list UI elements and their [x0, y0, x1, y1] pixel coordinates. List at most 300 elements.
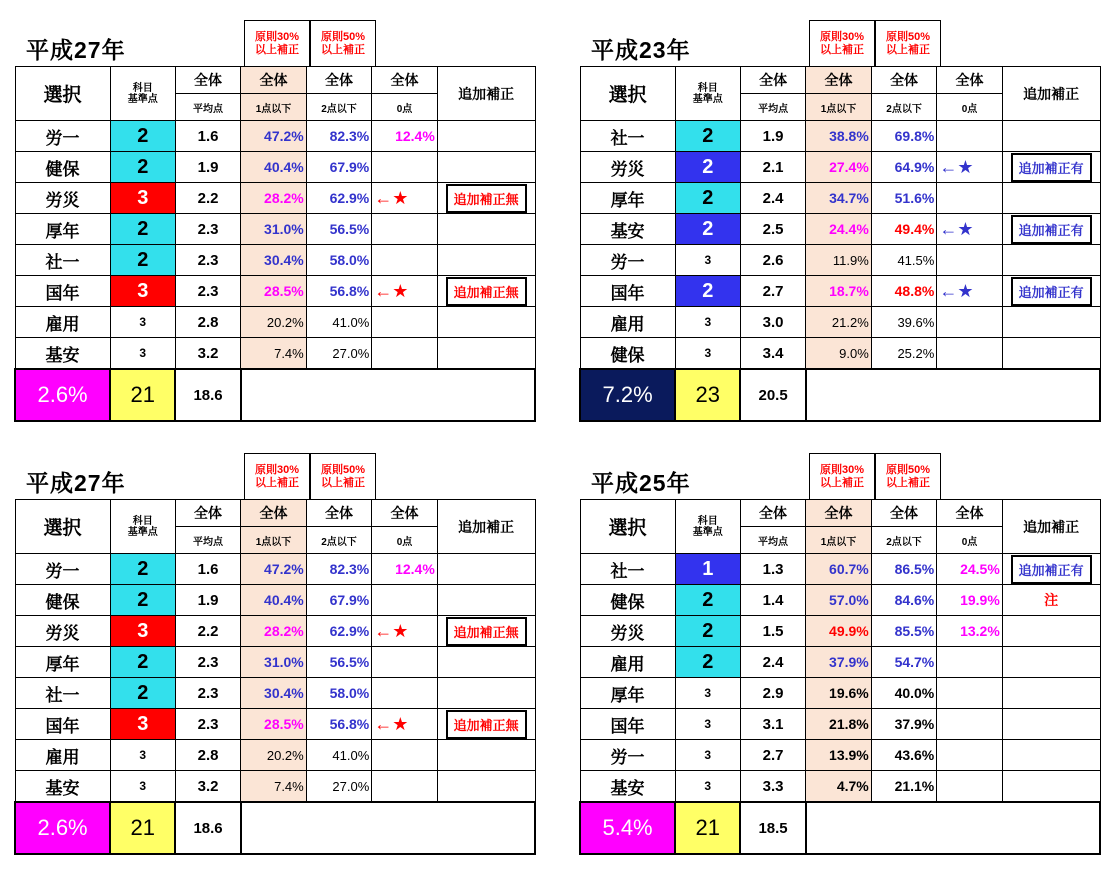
additional-correction-badge: 追加補正有 — [1002, 554, 1100, 585]
additional-correction-badge: 追加補正無 — [437, 616, 535, 647]
additional-correction-empty — [1002, 647, 1100, 678]
additional-correction-empty — [437, 214, 535, 245]
subject-base-score: 2 — [675, 276, 740, 307]
header-zentai: 全体 — [806, 500, 872, 527]
subject-name: 健保 — [580, 338, 675, 370]
panel-h23-top-right — [565, 20, 1101, 440]
header-note-30pct: 原則30% 以上補正 — [244, 453, 310, 499]
pass-rate: 5.4% — [580, 802, 675, 854]
score-table — [579, 66, 1101, 422]
summary-empty — [241, 802, 535, 854]
average-score: 1.9 — [740, 121, 805, 152]
subject-name: 国年 — [580, 709, 675, 740]
pct-1pt-or-less: 49.9% — [806, 616, 872, 647]
header-additional-correction: 追加補正 — [437, 67, 535, 121]
table-row — [580, 740, 1100, 771]
additional-correction-empty — [437, 771, 535, 803]
arrow-star-marker: ←★ — [372, 183, 438, 214]
average-score: 2.7 — [740, 276, 805, 307]
header-zentai: 全体 — [740, 67, 805, 94]
average-score: 1.4 — [740, 585, 805, 616]
average-score: 2.1 — [740, 152, 805, 183]
overall-base-score: 23 — [675, 369, 740, 421]
subject-name: 労一 — [580, 740, 675, 771]
pct-2pt-or-less: 41.0% — [306, 740, 372, 771]
overall-average: 18.6 — [175, 802, 240, 854]
pct-2pt-or-less: 86.5% — [871, 554, 937, 585]
pct-2pt-or-less: 43.6% — [871, 740, 937, 771]
subject-name: 労災 — [580, 152, 675, 183]
score-table — [579, 499, 1101, 855]
pct-2pt-or-less: 67.9% — [306, 585, 372, 616]
average-score: 3.3 — [740, 771, 805, 803]
additional-correction-empty — [437, 647, 535, 678]
panel-h27-bottom-left — [0, 453, 536, 873]
table-row — [580, 771, 1100, 803]
subject-base-score: 3 — [110, 771, 175, 803]
table-row — [15, 214, 535, 245]
subject-name: 雇用 — [15, 307, 110, 338]
table-row — [580, 585, 1100, 616]
header-zentai: 全体 — [871, 67, 937, 94]
average-score: 2.8 — [175, 740, 240, 771]
header-2pt-or-less: 2点以下 — [871, 94, 937, 121]
pct-2pt-or-less: 56.8% — [306, 709, 372, 740]
overall-base-score: 21 — [110, 802, 175, 854]
subject-name: 基安 — [580, 771, 675, 803]
pct-2pt-or-less: 48.8% — [871, 276, 937, 307]
pct-2pt-or-less: 62.9% — [306, 616, 372, 647]
pct-2pt-or-less: 67.9% — [306, 152, 372, 183]
table-row — [15, 152, 535, 183]
header-note-30pct: 原則30% 以上補正 — [809, 453, 875, 499]
subject-name: 基安 — [15, 771, 110, 803]
pass-rate: 2.6% — [15, 369, 110, 421]
additional-correction-empty — [1002, 338, 1100, 370]
pct-1pt-or-less: 28.5% — [241, 709, 307, 740]
subject-base-score: 2 — [675, 214, 740, 245]
pct-1pt-or-less: 40.4% — [241, 152, 307, 183]
pct-2pt-or-less: 27.0% — [306, 338, 372, 370]
pct-1pt-or-less: 57.0% — [806, 585, 872, 616]
pct-0pt — [372, 740, 438, 771]
subject-base-score: 3 — [675, 307, 740, 338]
subject-base-score: 2 — [675, 183, 740, 214]
overall-base-score: 21 — [675, 802, 740, 854]
additional-correction-empty — [1002, 307, 1100, 338]
header-zentai: 全体 — [937, 500, 1003, 527]
header-zentai: 全体 — [175, 500, 240, 527]
subject-base-score: 3 — [675, 771, 740, 803]
panel-title: 平成23年 — [591, 37, 691, 63]
pct-2pt-or-less: 51.6% — [871, 183, 937, 214]
pct-0pt: 19.9% — [937, 585, 1003, 616]
header-1pt-or-less: 1点以下 — [241, 527, 307, 554]
subject-base-score: 2 — [675, 616, 740, 647]
pct-0pt — [372, 585, 438, 616]
header-2pt-or-less: 2点以下 — [871, 527, 937, 554]
pct-2pt-or-less: 64.9% — [871, 152, 937, 183]
subject-name: 基安 — [580, 214, 675, 245]
pct-0pt: 12.4% — [372, 121, 438, 152]
pct-0pt — [372, 771, 438, 803]
additional-correction-badge: 追加補正有 — [1002, 276, 1100, 307]
header-subject-base: 科目 基準点 — [110, 67, 175, 121]
average-score: 3.1 — [740, 709, 805, 740]
subject-base-score: 2 — [110, 245, 175, 276]
subject-name: 労一 — [580, 245, 675, 276]
subject-name: 健保 — [580, 585, 675, 616]
header-average: 平均点 — [740, 94, 805, 121]
panel-h27-top-left — [0, 20, 536, 440]
pct-0pt — [372, 307, 438, 338]
header-zentai: 全体 — [372, 500, 438, 527]
additional-correction-empty — [1002, 709, 1100, 740]
pct-1pt-or-less: 20.2% — [241, 307, 307, 338]
subject-base-score: 2 — [675, 121, 740, 152]
score-table — [14, 499, 536, 855]
pct-1pt-or-less: 21.8% — [806, 709, 872, 740]
summary-row — [15, 369, 535, 421]
pct-1pt-or-less: 38.8% — [806, 121, 872, 152]
header-note-30pct: 原則30% 以上補正 — [809, 20, 875, 66]
pct-0pt — [937, 709, 1003, 740]
pct-1pt-or-less: 7.4% — [241, 771, 307, 803]
pct-0pt — [937, 338, 1002, 370]
pct-1pt-or-less: 18.7% — [806, 276, 872, 307]
additional-correction-badge: 追加補正無 — [437, 276, 535, 307]
pct-1pt-or-less: 37.9% — [806, 647, 872, 678]
table-row — [15, 616, 535, 647]
table-row — [580, 152, 1100, 183]
average-score: 2.6 — [740, 245, 805, 276]
pct-2pt-or-less: 41.5% — [871, 245, 937, 276]
pct-0pt — [937, 183, 1002, 214]
header-1pt-or-less: 1点以下 — [241, 94, 307, 121]
header-select: 選択 — [580, 500, 675, 554]
header-zentai: 全体 — [241, 500, 307, 527]
header-1pt-or-less: 1点以下 — [806, 94, 872, 121]
average-score: 2.7 — [740, 740, 805, 771]
subject-base-score: 3 — [675, 709, 740, 740]
header-average: 平均点 — [175, 527, 240, 554]
table-row — [580, 183, 1100, 214]
header-0pt: 0点 — [372, 527, 438, 554]
pct-0pt: 12.4% — [372, 554, 438, 585]
header-subject-base: 科目 基準点 — [675, 500, 740, 554]
subject-base-score: 2 — [675, 152, 740, 183]
pct-1pt-or-less: 30.4% — [241, 245, 307, 276]
subject-base-score: 3 — [675, 740, 740, 771]
average-score: 3.0 — [740, 307, 805, 338]
average-score: 2.3 — [175, 678, 240, 709]
average-score: 3.2 — [175, 338, 240, 370]
table-row — [15, 121, 535, 152]
average-score: 2.3 — [175, 276, 240, 307]
pct-1pt-or-less: 34.7% — [806, 183, 872, 214]
pct-1pt-or-less: 28.2% — [241, 183, 307, 214]
summary-empty — [806, 369, 1100, 421]
pct-1pt-or-less: 21.2% — [806, 307, 872, 338]
subject-name: 社一 — [15, 245, 110, 276]
pct-1pt-or-less: 47.2% — [241, 554, 307, 585]
table-row — [15, 585, 535, 616]
subject-name: 雇用 — [15, 740, 110, 771]
additional-correction-empty — [1002, 121, 1100, 152]
additional-correction-empty — [1002, 678, 1100, 709]
subject-base-score: 2 — [675, 585, 740, 616]
subject-name: 厚年 — [15, 647, 110, 678]
arrow-star-marker: ←★ — [937, 214, 1002, 245]
additional-correction-empty — [437, 338, 535, 370]
pct-0pt — [937, 740, 1003, 771]
pct-1pt-or-less: 9.0% — [806, 338, 872, 370]
subject-name: 基安 — [15, 338, 110, 370]
pct-2pt-or-less: 85.5% — [871, 616, 937, 647]
pct-1pt-or-less: 24.4% — [806, 214, 872, 245]
header-subject-base: 科目 基準点 — [675, 67, 740, 121]
pct-2pt-or-less: 37.9% — [871, 709, 937, 740]
pct-1pt-or-less: 11.9% — [806, 245, 872, 276]
pct-0pt — [937, 121, 1002, 152]
additional-correction-empty — [437, 152, 535, 183]
pct-1pt-or-less: 31.0% — [241, 647, 307, 678]
pct-0pt — [937, 647, 1003, 678]
subject-name: 労災 — [15, 183, 110, 214]
average-score: 3.4 — [740, 338, 805, 370]
pct-2pt-or-less: 49.4% — [871, 214, 937, 245]
table-row — [15, 183, 535, 214]
header-zentai: 全体 — [241, 67, 307, 94]
additional-correction-badge: 追加補正有 — [1002, 214, 1100, 245]
pct-2pt-or-less: 21.1% — [871, 771, 937, 803]
additional-correction-empty — [1002, 245, 1100, 276]
pct-2pt-or-less: 40.0% — [871, 678, 937, 709]
subject-base-score: 2 — [675, 647, 740, 678]
pct-1pt-or-less: 19.6% — [806, 678, 872, 709]
subject-name: 労災 — [15, 616, 110, 647]
pct-0pt — [937, 245, 1002, 276]
pct-2pt-or-less: 58.0% — [306, 678, 372, 709]
header-note-30pct: 原則30% 以上補正 — [244, 20, 310, 66]
overall-average: 20.5 — [740, 369, 805, 421]
pct-1pt-or-less: 40.4% — [241, 585, 307, 616]
subject-base-score: 2 — [110, 678, 175, 709]
header-zentai: 全体 — [806, 67, 872, 94]
subject-name: 健保 — [15, 585, 110, 616]
average-score: 2.3 — [175, 709, 240, 740]
header-additional-correction: 追加補正 — [1002, 67, 1100, 121]
header-note-50pct: 原則50% 以上補正 — [875, 20, 941, 66]
additional-correction-empty — [437, 245, 535, 276]
average-score: 2.3 — [175, 214, 240, 245]
table-row — [580, 276, 1100, 307]
header-note-50pct: 原則50% 以上補正 — [310, 453, 376, 499]
pct-0pt — [372, 152, 438, 183]
table-row — [580, 214, 1100, 245]
table-row — [15, 554, 535, 585]
subject-base-score: 3 — [110, 183, 175, 214]
subject-base-score: 3 — [675, 338, 740, 370]
arrow-star-marker: ←★ — [937, 152, 1002, 183]
pct-0pt — [372, 338, 438, 370]
average-score: 1.3 — [740, 554, 805, 585]
header-zentai: 全体 — [937, 67, 1002, 94]
additional-correction-empty — [437, 121, 535, 152]
average-score: 2.2 — [175, 616, 240, 647]
average-score: 1.5 — [740, 616, 805, 647]
pct-1pt-or-less: 20.2% — [241, 740, 307, 771]
additional-correction-empty — [1002, 616, 1100, 647]
header-average: 平均点 — [740, 527, 805, 554]
summary-row — [15, 802, 535, 854]
average-score: 2.4 — [740, 183, 805, 214]
header-additional-correction: 追加補正 — [1002, 500, 1100, 554]
average-score: 1.9 — [175, 152, 240, 183]
additional-correction-empty — [437, 585, 535, 616]
summary-empty — [806, 802, 1100, 854]
table-row — [15, 740, 535, 771]
table-row — [580, 307, 1100, 338]
average-score: 2.3 — [175, 647, 240, 678]
subject-base-score: 2 — [110, 554, 175, 585]
subject-name: 国年 — [15, 709, 110, 740]
additional-correction-empty — [1002, 771, 1100, 803]
header-subject-base: 科目 基準点 — [110, 500, 175, 554]
subject-base-score: 2 — [110, 647, 175, 678]
panel-title: 平成27年 — [26, 37, 126, 63]
subject-name: 社一 — [580, 554, 675, 585]
overall-average: 18.5 — [740, 802, 805, 854]
header-zentai: 全体 — [175, 67, 240, 94]
header-zentai: 全体 — [871, 500, 937, 527]
subject-name: 厚年 — [15, 214, 110, 245]
pct-2pt-or-less: 25.2% — [871, 338, 937, 370]
score-table — [14, 66, 536, 422]
table-row — [580, 245, 1100, 276]
pct-0pt — [372, 647, 438, 678]
table-row — [580, 709, 1100, 740]
subject-name: 社一 — [580, 121, 675, 152]
overall-average: 18.6 — [175, 369, 240, 421]
pct-2pt-or-less: 58.0% — [306, 245, 372, 276]
pct-2pt-or-less: 82.3% — [306, 554, 372, 585]
pct-1pt-or-less: 47.2% — [241, 121, 307, 152]
average-score: 1.9 — [175, 585, 240, 616]
table-row — [15, 771, 535, 803]
summary-row — [580, 369, 1100, 421]
pct-2pt-or-less: 69.8% — [871, 121, 937, 152]
pct-1pt-or-less: 7.4% — [241, 338, 307, 370]
subject-name: 厚年 — [580, 678, 675, 709]
subject-base-score: 3 — [110, 307, 175, 338]
header-select: 選択 — [15, 67, 110, 121]
average-score: 2.5 — [740, 214, 805, 245]
subject-base-score: 3 — [675, 678, 740, 709]
additional-correction-empty — [1002, 183, 1100, 214]
pct-2pt-or-less: 62.9% — [306, 183, 372, 214]
header-select: 選択 — [15, 500, 110, 554]
average-score: 2.9 — [740, 678, 805, 709]
subject-base-score: 3 — [110, 338, 175, 370]
average-score: 1.6 — [175, 554, 240, 585]
pct-0pt: 13.2% — [937, 616, 1003, 647]
additional-correction-badge: 追加補正無 — [437, 709, 535, 740]
table-row — [15, 709, 535, 740]
additional-correction-empty — [1002, 740, 1100, 771]
panel-title: 平成25年 — [591, 470, 691, 496]
subject-name: 労災 — [580, 616, 675, 647]
table-row — [580, 121, 1100, 152]
pct-0pt — [372, 245, 438, 276]
subject-base-score: 1 — [675, 554, 740, 585]
pct-1pt-or-less: 28.2% — [241, 616, 307, 647]
header-0pt: 0点 — [372, 94, 438, 121]
table-row — [580, 554, 1100, 585]
subject-name: 国年 — [15, 276, 110, 307]
header-0pt: 0点 — [937, 94, 1002, 121]
header-2pt-or-less: 2点以下 — [306, 527, 372, 554]
pct-1pt-or-less: 60.7% — [806, 554, 872, 585]
pct-2pt-or-less: 56.8% — [306, 276, 372, 307]
pct-1pt-or-less: 30.4% — [241, 678, 307, 709]
subject-name: 労一 — [15, 554, 110, 585]
average-score: 2.8 — [175, 307, 240, 338]
subject-base-score: 2 — [110, 152, 175, 183]
header-average: 平均点 — [175, 94, 240, 121]
subject-name: 雇用 — [580, 307, 675, 338]
table-row — [15, 678, 535, 709]
average-score: 2.4 — [740, 647, 805, 678]
pct-1pt-or-less: 31.0% — [241, 214, 307, 245]
subject-base-score: 3 — [110, 616, 175, 647]
subject-base-score: 2 — [110, 214, 175, 245]
table-row — [15, 307, 535, 338]
table-row — [580, 338, 1100, 370]
average-score: 2.2 — [175, 183, 240, 214]
arrow-star-marker: ←★ — [937, 276, 1002, 307]
panel-h25-bottom-right — [565, 453, 1101, 873]
panel-title: 平成27年 — [26, 470, 126, 496]
pct-0pt — [372, 678, 438, 709]
header-note-50pct: 原則50% 以上補正 — [310, 20, 376, 66]
subject-name: 社一 — [15, 678, 110, 709]
arrow-star-marker: ←★ — [372, 709, 438, 740]
pass-rate: 7.2% — [580, 369, 675, 421]
additional-correction-badge: 追加補正有 — [1002, 152, 1100, 183]
header-0pt: 0点 — [937, 527, 1003, 554]
table-row — [580, 616, 1100, 647]
pct-0pt — [937, 678, 1003, 709]
additional-correction-empty — [437, 307, 535, 338]
pass-rate: 2.6% — [15, 802, 110, 854]
subject-name: 厚年 — [580, 183, 675, 214]
pct-1pt-or-less: 28.5% — [241, 276, 307, 307]
overall-base-score: 21 — [110, 369, 175, 421]
additional-correction-empty — [437, 554, 535, 585]
header-note-50pct: 原則50% 以上補正 — [875, 453, 941, 499]
pct-2pt-or-less: 56.5% — [306, 647, 372, 678]
subject-base-score: 3 — [110, 276, 175, 307]
pct-2pt-or-less: 39.6% — [871, 307, 937, 338]
pct-0pt — [937, 307, 1002, 338]
header-2pt-or-less: 2点以下 — [306, 94, 372, 121]
header-1pt-or-less: 1点以下 — [806, 527, 872, 554]
header-zentai: 全体 — [306, 500, 372, 527]
pct-0pt — [372, 214, 438, 245]
summary-row — [580, 802, 1100, 854]
table-row — [15, 245, 535, 276]
